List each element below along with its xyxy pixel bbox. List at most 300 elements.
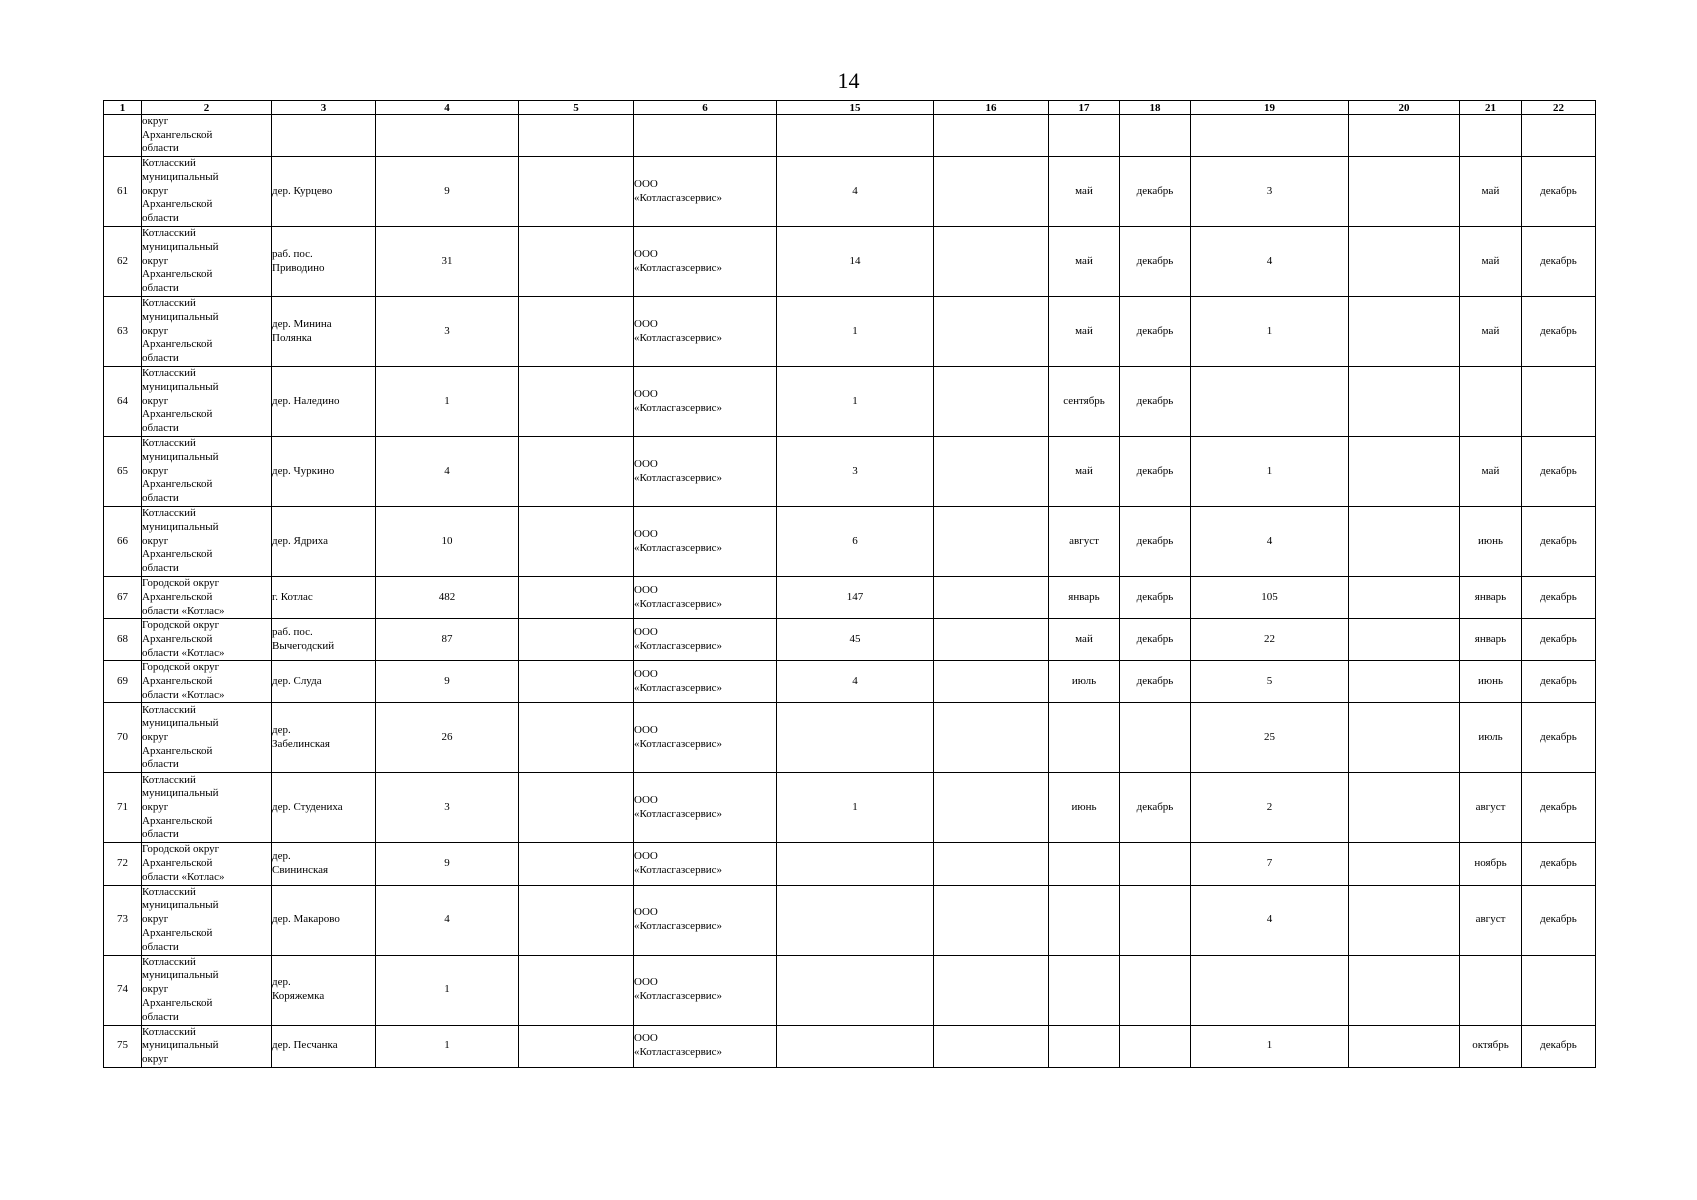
col20-cell [1349, 437, 1460, 507]
settlement-cell-text: дер. Курцево [272, 184, 333, 197]
col21-cell [1460, 507, 1522, 577]
row-number-text: 61 [117, 184, 128, 197]
col17-cell-text: август [1069, 534, 1099, 547]
col19-cell-text: 105 [1261, 590, 1278, 603]
row-number-text: 62 [117, 254, 128, 267]
col18-cell-text: декабрь [1136, 464, 1174, 477]
settlement-cell [272, 619, 376, 661]
col17-cell [1049, 367, 1120, 437]
settlement-cell [272, 885, 376, 955]
col16-cell [934, 115, 1049, 157]
col18-cell [1120, 619, 1191, 661]
col4-cell [376, 955, 519, 1025]
col21-cell [1460, 955, 1522, 1025]
col17-cell [1049, 437, 1120, 507]
col4-cell-text: 4 [444, 913, 450, 926]
column-header-19: 19 [1191, 101, 1349, 115]
col21-cell [1460, 227, 1522, 297]
organization-cell [634, 885, 777, 955]
row-number-text: 70 [117, 731, 128, 744]
col21-cell [1460, 115, 1522, 157]
col19-cell [1191, 955, 1349, 1025]
col21-cell-text: ноябрь [1474, 857, 1507, 870]
col22-cell [1522, 619, 1596, 661]
table-row [104, 955, 1596, 1025]
col17-cell [1049, 297, 1120, 367]
organization-cell [634, 661, 777, 703]
col22-cell-text: декабрь [1540, 324, 1577, 337]
column-header-3: 3 [272, 101, 376, 115]
col4-cell [376, 437, 519, 507]
col15-cell [777, 885, 934, 955]
col4-cell [376, 507, 519, 577]
col4-cell [376, 885, 519, 955]
col22-cell-text: декабрь [1540, 632, 1577, 645]
col21-cell-text: июль [1478, 731, 1503, 744]
settlement-cell-text: дер. Студениха [272, 801, 343, 814]
territory-cell [142, 157, 272, 227]
col21-cell-text: май [1481, 324, 1500, 337]
settlement-cell [272, 227, 376, 297]
organization-cell-text: ООО «Котласгазсервис» [634, 976, 723, 1003]
col15-cell [777, 1025, 934, 1067]
col19-cell [1191, 367, 1349, 437]
col17-cell [1049, 703, 1120, 773]
col15-cell-text: 3 [852, 464, 858, 477]
col17-cell [1049, 157, 1120, 227]
territory-cell [142, 577, 272, 619]
col18-cell [1120, 773, 1191, 843]
settlement-cell-text: г. Котлас [272, 590, 313, 603]
page-number: 14 [837, 68, 860, 93]
col4-cell [376, 773, 519, 843]
col15-cell [777, 843, 934, 885]
col19-cell [1191, 157, 1349, 227]
table-row [104, 773, 1596, 843]
col18-cell [1120, 885, 1191, 955]
row-number-text: 66 [117, 534, 128, 547]
organization-cell [634, 843, 777, 885]
col20-cell [1349, 297, 1460, 367]
col20-cell [1349, 661, 1460, 703]
col22-cell-text: декабрь [1540, 534, 1577, 547]
row-number [104, 703, 142, 773]
col21-cell-text: июнь [1477, 675, 1503, 688]
territory-cell-text: Городской округ Архангельской области «Котлас» [142, 619, 225, 659]
col22-cell [1522, 703, 1596, 773]
col22-cell-text: декабрь [1540, 464, 1577, 477]
column-header-16: 16 [934, 101, 1049, 115]
col4-cell [376, 157, 519, 227]
col5-cell [519, 367, 634, 437]
col18-cell-text: декабрь [1136, 534, 1174, 547]
col17-cell-text: май [1075, 324, 1093, 337]
col22-cell [1522, 885, 1596, 955]
col17-cell-text: июнь [1071, 801, 1097, 814]
organization-cell-text: ООО «Котласгазсервис» [634, 317, 723, 344]
row-number-text: 63 [117, 324, 128, 337]
organization-cell [634, 577, 777, 619]
territory-cell [142, 619, 272, 661]
column-header-2: 2 [142, 101, 272, 115]
settlement-cell [272, 703, 376, 773]
settlement-cell-text: дер. Коряжемка [272, 976, 325, 1003]
col5-cell [519, 885, 634, 955]
col19-cell-text: 4 [1266, 913, 1273, 926]
col22-cell-text: декабрь [1540, 1039, 1577, 1052]
territory-cell [142, 115, 272, 157]
territory-cell-text: Котласский муниципальный округ Архангельской области [142, 157, 219, 225]
territory-cell [142, 437, 272, 507]
territory-cell-text: Котласский муниципальный округ Архангельской области [142, 437, 219, 505]
settlement-cell-text: дер. Забелинская [272, 724, 330, 750]
col21-cell [1460, 843, 1522, 885]
settlement-cell [272, 297, 376, 367]
col22-cell [1522, 773, 1596, 843]
col18-cell [1120, 297, 1191, 367]
col18-cell-text: декабрь [1136, 184, 1174, 197]
col4-cell-text: 4 [444, 464, 450, 477]
col16-cell [934, 703, 1049, 773]
col19-cell-text: 3 [1266, 184, 1273, 197]
row-number [104, 437, 142, 507]
col4-cell-text: 9 [444, 184, 450, 197]
col22-cell [1522, 843, 1596, 885]
col21-cell-text: январь [1474, 632, 1507, 645]
col18-cell [1120, 703, 1191, 773]
organization-cell [634, 227, 777, 297]
row-number [104, 297, 142, 367]
col18-cell-text: декабрь [1136, 254, 1174, 267]
settlement-cell-text: дер. Свининская [272, 850, 329, 876]
column-header-1: 1 [104, 101, 142, 115]
col22-cell-text: декабрь [1540, 913, 1577, 926]
settlement-cell [272, 955, 376, 1025]
col16-cell [934, 297, 1049, 367]
col17-cell [1049, 955, 1120, 1025]
col15-cell [777, 507, 934, 577]
settlement-cell [272, 661, 376, 703]
col21-cell [1460, 1025, 1522, 1067]
col17-cell-text: июль [1071, 675, 1097, 688]
row-number [104, 843, 142, 885]
organization-cell [634, 437, 777, 507]
col15-cell [777, 367, 934, 437]
col18-cell-text: декабрь [1136, 675, 1174, 688]
col15-cell [777, 577, 934, 619]
col4-cell-text: 31 [441, 254, 453, 267]
col4-cell [376, 367, 519, 437]
col4-cell-text: 87 [441, 632, 453, 645]
col20-cell [1349, 955, 1460, 1025]
col5-cell [519, 507, 634, 577]
territory-cell [142, 661, 272, 703]
col16-cell [934, 157, 1049, 227]
col22-cell [1522, 367, 1596, 437]
settlement-cell-text: раб. пос. Приводино [272, 247, 325, 274]
col20-cell [1349, 773, 1460, 843]
column-header-17: 17 [1049, 101, 1120, 115]
col4-cell-text: 3 [444, 324, 450, 337]
col16-cell [934, 577, 1049, 619]
col18-cell [1120, 157, 1191, 227]
territory-cell-text: Городской округ Архангельской области «Котлас» [142, 661, 225, 701]
col15-cell-text: 4 [852, 675, 858, 688]
col19-cell [1191, 885, 1349, 955]
col17-cell-text: май [1075, 464, 1093, 477]
territory-cell [142, 703, 272, 773]
col21-cell-text: август [1475, 801, 1506, 814]
table-row [104, 367, 1596, 437]
row-number [104, 955, 142, 1025]
col19-cell-text: 4 [1266, 534, 1273, 547]
col21-cell-text: май [1481, 184, 1500, 197]
organization-cell-text: ООО «Котласгазсервис» [634, 527, 723, 554]
organization-cell-text: ООО «Котласгазсервис» [634, 668, 723, 694]
data-table [103, 100, 1596, 1068]
col17-cell [1049, 843, 1120, 885]
col4-cell-text: 482 [438, 590, 456, 603]
table-row [104, 843, 1596, 885]
settlement-cell [272, 1025, 376, 1067]
settlement-cell-text: дер. Чуркино [272, 464, 335, 477]
col22-cell [1522, 115, 1596, 157]
col16-cell [934, 507, 1049, 577]
settlement-cell-text: раб. пос. Вычегодский [272, 626, 335, 652]
col15-cell-text: 147 [846, 590, 864, 603]
col5-cell [519, 619, 634, 661]
col17-cell-text: май [1075, 184, 1093, 197]
column-header-15: 15 [777, 101, 934, 115]
col20-cell [1349, 507, 1460, 577]
col4-cell [376, 115, 519, 157]
territory-cell-text: Котласский муниципальный округ Архангельской области [142, 955, 219, 1023]
col15-cell [777, 619, 934, 661]
territory-cell-text: Котласский муниципальный округ Архангельской области [142, 885, 219, 953]
organization-cell [634, 1025, 777, 1067]
col18-cell [1120, 577, 1191, 619]
col18-cell-text: декабрь [1136, 632, 1174, 645]
col21-cell [1460, 577, 1522, 619]
col16-cell [934, 1025, 1049, 1067]
organization-cell [634, 367, 777, 437]
organization-cell-text: ООО «Котласгазсервис» [634, 177, 723, 204]
table-row [104, 661, 1596, 703]
col4-cell-text: 1 [444, 1039, 450, 1052]
settlement-cell-text: дер. Песчанка [272, 1039, 338, 1052]
col20-cell [1349, 367, 1460, 437]
table-row [104, 703, 1596, 773]
col17-cell [1049, 773, 1120, 843]
col4-cell [376, 843, 519, 885]
col15-cell-text: 1 [852, 394, 858, 407]
col19-cell [1191, 437, 1349, 507]
col20-cell [1349, 1025, 1460, 1067]
col5-cell [519, 115, 634, 157]
row-number [104, 885, 142, 955]
col15-cell [777, 297, 934, 367]
col4-cell [376, 661, 519, 703]
col5-cell [519, 297, 634, 367]
col18-cell-text: декабрь [1136, 801, 1174, 814]
settlement-cell-text: дер. Слуда [272, 675, 322, 688]
col22-cell [1522, 157, 1596, 227]
settlement-cell [272, 507, 376, 577]
territory-cell-text: Городской округ Архангельской области «Котлас» [142, 577, 225, 617]
col5-cell [519, 703, 634, 773]
organization-cell-text: ООО «Котласгазсервис» [634, 583, 723, 610]
col15-cell-text: 1 [852, 324, 858, 337]
col17-cell [1049, 619, 1120, 661]
row-number-text: 65 [117, 464, 128, 477]
territory-cell [142, 227, 272, 297]
settlement-cell [272, 437, 376, 507]
col17-cell-text: январь [1068, 590, 1100, 603]
col5-cell [519, 1025, 634, 1067]
territory-cell [142, 297, 272, 367]
col21-cell-text: январь [1474, 590, 1507, 603]
territory-cell [142, 885, 272, 955]
col20-cell [1349, 885, 1460, 955]
col21-cell [1460, 773, 1522, 843]
table-row [104, 619, 1596, 661]
col21-cell [1460, 367, 1522, 437]
settlement-cell-text: дер. Ядриха [272, 534, 329, 547]
row-number [104, 507, 142, 577]
col20-cell [1349, 157, 1460, 227]
col19-cell [1191, 1025, 1349, 1067]
table-row [104, 297, 1596, 367]
organization-cell-text: ООО «Котласгазсервис» [634, 457, 723, 484]
row-number [104, 773, 142, 843]
settlement-cell-text: дер. Наледино [272, 394, 340, 407]
col15-cell-text: 6 [852, 534, 858, 547]
col17-cell [1049, 885, 1120, 955]
column-header-4: 4 [376, 101, 519, 115]
territory-cell [142, 773, 272, 843]
organization-cell-text: ООО «Котласгазсервис» [634, 247, 723, 274]
row-number [104, 1025, 142, 1067]
col4-cell-text: 3 [444, 801, 450, 814]
col17-cell-text: сентябрь [1063, 394, 1105, 407]
territory-cell-text: Котласский муниципальный округ [142, 1025, 219, 1065]
territory-cell [142, 507, 272, 577]
column-header-21: 21 [1460, 101, 1522, 115]
col19-cell [1191, 773, 1349, 843]
territory-cell-text: Котласский муниципальный округ Архангельской области [142, 507, 219, 575]
col22-cell-text: декабрь [1540, 857, 1577, 870]
col4-cell [376, 703, 519, 773]
col19-cell-text: 1 [1266, 324, 1273, 337]
col4-cell [376, 1025, 519, 1067]
settlement-cell [272, 157, 376, 227]
row-number-text: 68 [117, 632, 128, 645]
col20-cell [1349, 619, 1460, 661]
col21-cell [1460, 885, 1522, 955]
organization-cell [634, 703, 777, 773]
territory-cell-text: Котласский муниципальный округ Архангельской области [142, 703, 219, 771]
row-number [104, 227, 142, 297]
col16-cell [934, 367, 1049, 437]
col15-cell-text: 45 [849, 632, 861, 645]
col4-cell [376, 577, 519, 619]
col22-cell [1522, 507, 1596, 577]
column-header-5: 5 [519, 101, 634, 115]
col5-cell [519, 661, 634, 703]
territory-cell-text: Котласский муниципальный округ Архангельской области [142, 367, 219, 435]
row-number-text: 71 [117, 801, 128, 814]
col19-cell [1191, 661, 1349, 703]
col18-cell [1120, 843, 1191, 885]
row-number-text: 69 [117, 675, 128, 688]
organization-cell [634, 297, 777, 367]
col22-cell [1522, 227, 1596, 297]
col17-cell [1049, 577, 1120, 619]
col22-cell [1522, 577, 1596, 619]
col19-cell-text: 1 [1266, 1039, 1273, 1052]
header-row [104, 101, 1596, 115]
organization-cell-text: ООО «Котласгазсервис» [634, 626, 723, 652]
col18-cell-text: декабрь [1136, 394, 1174, 407]
col21-cell [1460, 297, 1522, 367]
col17-cell [1049, 115, 1120, 157]
organization-cell-text: ООО «Котласгазсервис» [634, 906, 723, 933]
col15-cell-text: 1 [852, 801, 858, 814]
col19-cell [1191, 297, 1349, 367]
col19-cell-text: 7 [1266, 857, 1273, 870]
table-row [104, 227, 1596, 297]
col16-cell [934, 955, 1049, 1025]
col19-cell-text: 25 [1264, 731, 1275, 744]
col18-cell-text: декабрь [1136, 324, 1174, 337]
organization-cell-text: ООО «Котласгазсервис» [634, 724, 723, 750]
col15-cell [777, 773, 934, 843]
col18-cell [1120, 955, 1191, 1025]
col16-cell [934, 885, 1049, 955]
territory-cell [142, 843, 272, 885]
col16-cell [934, 227, 1049, 297]
col5-cell [519, 773, 634, 843]
col18-cell [1120, 1025, 1191, 1067]
col5-cell [519, 437, 634, 507]
col15-cell [777, 227, 934, 297]
col4-cell-text: 9 [444, 675, 450, 688]
settlement-cell [272, 115, 376, 157]
territory-cell [142, 367, 272, 437]
col5-cell [519, 843, 634, 885]
col19-cell-text: 22 [1264, 632, 1275, 645]
col15-cell [777, 955, 934, 1025]
col4-cell-text: 9 [444, 857, 450, 870]
col15-cell [777, 661, 934, 703]
col17-cell [1049, 661, 1120, 703]
row-number-text: 67 [117, 590, 128, 603]
col21-cell [1460, 661, 1522, 703]
col19-cell-text: 5 [1266, 675, 1273, 688]
organization-cell-text: ООО «Котласгазсервис» [634, 387, 723, 414]
col22-cell [1522, 661, 1596, 703]
col16-cell [934, 437, 1049, 507]
col21-cell [1460, 703, 1522, 773]
col19-cell-text: 4 [1266, 254, 1273, 267]
column-header-20: 20 [1349, 101, 1460, 115]
col19-cell [1191, 507, 1349, 577]
col20-cell [1349, 577, 1460, 619]
row-number-text: 74 [117, 983, 128, 996]
col4-cell [376, 619, 519, 661]
col19-cell-text: 2 [1266, 801, 1273, 814]
col20-cell [1349, 115, 1460, 157]
